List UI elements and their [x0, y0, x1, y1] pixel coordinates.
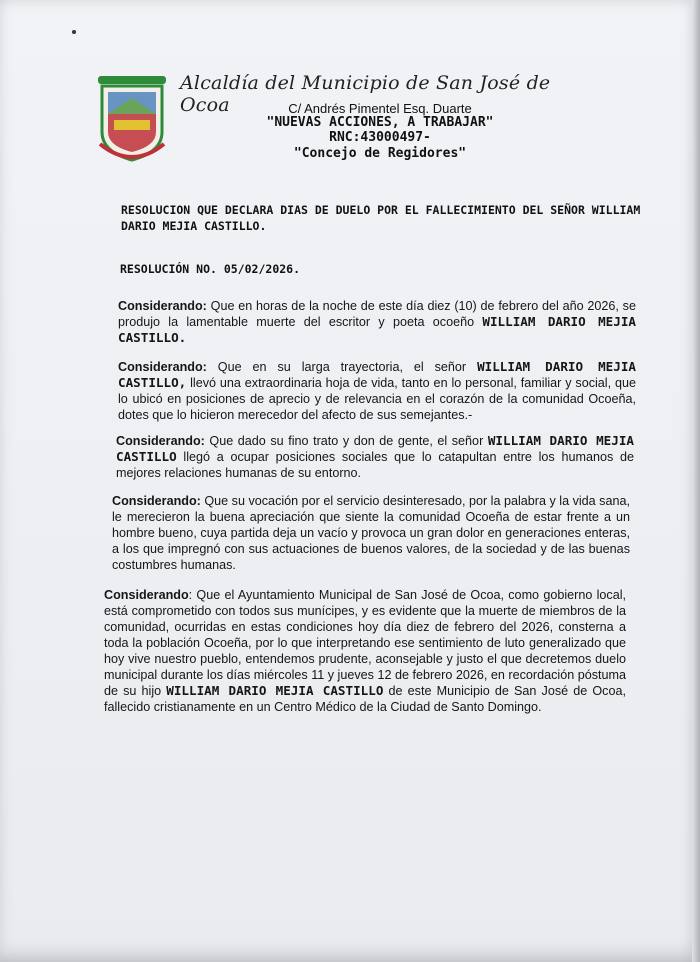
- considerando-paragraph: [116, 433, 634, 481]
- paragraph-label: Considerando: [104, 588, 189, 602]
- paragraph-label: Considerando:: [118, 360, 207, 374]
- person-name: WILLIAM DARIO MEJIA CASTILLO: [166, 683, 384, 698]
- address-line: C/ Andrés Pimentel Esq. Duarte: [288, 101, 472, 116]
- paragraph-text-continued: llevó una extraordinaria hoja de vida, tanto en lo personal, familiar y social, que lo ubicó en posiciones de aprecio y de relevancia en el corazón de la comunidad Ocoeña, dotes que lo hicieron merecedor del afecto de sus semejantes.-: [118, 376, 636, 422]
- paragraph-label: Considerando:: [116, 434, 205, 448]
- paragraph-text-continued: de este Municipio de San José de Ocoa, fallecido cristianamente en un Centro Médico de la Ciudad de Santo Domingo.: [104, 684, 626, 714]
- municipality-title: Alcaldía del Municipio de San José de Ocoa: [180, 72, 551, 116]
- resolution-number: RESOLUCIÓN NO. 05/02/2026.: [120, 262, 301, 276]
- considerando-paragraph: [104, 587, 626, 715]
- rnc-line: RNC:43000497-: [329, 130, 431, 145]
- municipal-seal-logo: [96, 74, 168, 164]
- person-name: WILLIAM DARIO MEJIA CASTILLO.: [118, 314, 636, 345]
- paragraph-text: Que en su larga trayectoria, el señor: [206, 360, 478, 374]
- page-edge-shadow: [692, 0, 700, 962]
- considerando-paragraph: [118, 298, 636, 346]
- considerando-paragraph: [112, 493, 630, 573]
- council-line: "Concejo de Regidores": [293, 146, 467, 161]
- paragraph-label: Considerando:: [112, 494, 201, 508]
- person-name: WILLIAM DARIO MEJIA CASTILLO,: [118, 359, 636, 390]
- paragraph-text: Que dado su fino trato y don de gente, el señor: [204, 434, 488, 448]
- ink-dot: [72, 30, 76, 34]
- paragraph-text: Que en horas de la noche de este día diez (10) de febrero del año 2026, se produjo la lamentable muerte del escritor y poeta ocoeño: [118, 299, 636, 329]
- paragraph-text: Que su vocación por el servicio desinteresado, por la palabra y la vida sana, le merecieron la buena apreciación que siente la comunidad Ocoeña de estar frente a un hombre bueno, cuya partida deja un vacío y provoca un gran dolor en generaciones enteras, a los que impregnó con sus actuaciones de buenos valores, de la sociedad y de las buenas costumbres humanas.: [112, 494, 630, 572]
- slogan-line: "NUEVAS ACCIONES, A TRABAJAR": [266, 115, 494, 130]
- person-name: WILLIAM DARIO MEJIA CASTILLO: [116, 433, 635, 464]
- considerando-paragraph: [118, 359, 636, 423]
- paragraph-label: Considerando:: [118, 299, 207, 313]
- paragraph-text: : Que el Ayuntamiento Municipal de San José de Ocoa, como gobierno local, está comprometido con todos sus munícipes, y es evidente que la muerte de miembros de la comunidad, ocurridas en estas condiciones hoy día diez de febrero del 2026, consterna a toda la población Ocoeña, por lo que interpretando ese sentimiento de luto generalizado que hoy vive nuestro pueblo, entendemos prudente, aconsejable y justo el que decretemos duelo municipal durante los días miércoles 11 y jueves 12 de febrero 2026, en recordación póstuma de su hijo: [104, 588, 627, 698]
- resolution-heading: RESOLUCION QUE DECLARA DIAS DE DUELO POR EL FALLECIMIENTO DEL SEÑOR WILLIAM DARIO MEJIA CASTILLO.: [121, 203, 641, 233]
- paragraph-text-continued: llegó a ocupar posiciones sociales que lo catapultan entre los humanos de mejores relaciones humanas de su entorno.: [116, 450, 634, 480]
